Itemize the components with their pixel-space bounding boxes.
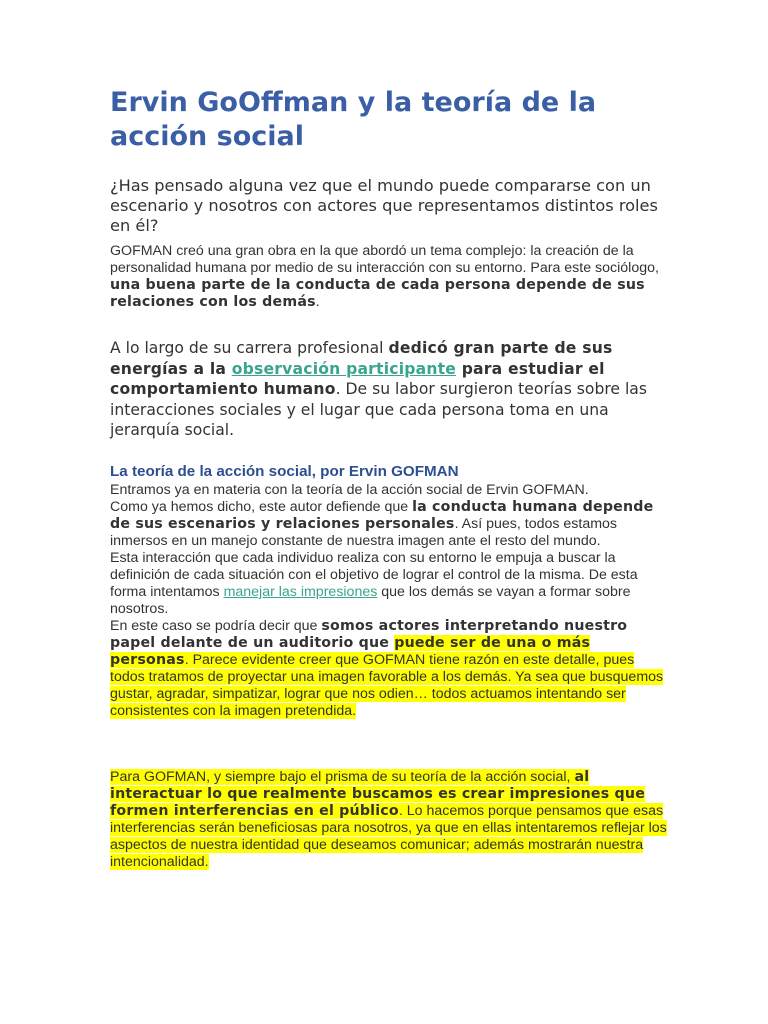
p3-highlight-text: . Parece evidente creer que GOFMAN tiene razón en este detalle, pues todos tratamos de proyectar una imagen favorable a los demás. Ya sea que busquemos gustar, agradar, simpatizar, lograr que nos odien… todos actuamos intentando ser consistentes con la imagen pretendida.: [110, 652, 664, 719]
p4-text-a: Para GOFMAN, y siempre bajo el prisma de su teoría de la acción social,: [110, 769, 575, 785]
p3-text-e: En este caso se podría decir que: [110, 618, 322, 634]
p4-bold: al interactuar lo que realmente buscamos es crear impresiones que formen interferencias en el público: [110, 769, 646, 819]
p3-sentence-impressions: [110, 550, 670, 618]
paragraph-career: [110, 338, 670, 441]
p2-bold-b: para estudiar el comportamiento humano: [110, 359, 605, 398]
p3-sentence-actors: [110, 618, 670, 720]
paragraph-social-action-theory: [110, 482, 670, 720]
manejar-impresiones-link[interactable]: manejar las impresiones: [223, 584, 378, 600]
p3-text-b: . Así pues, todos estamos inmersos en un manejo constante de nuestra imagen ante el resto del mundo.: [110, 516, 618, 549]
p2-bold-a: dedicó gran parte de sus energías a la: [110, 339, 613, 378]
page-title: Ervin GoOffman y la teoría de la acción social: [110, 87, 597, 152]
p3-line1: Entramos ya en materia con la teoría de la acción social de Ervin GOFMAN.: [110, 482, 589, 498]
p3-sentence-conduct: [110, 499, 670, 550]
paragraph-interferences: [110, 769, 670, 871]
p3-text-a: Como ya hemos dicho, este autor defiende que: [110, 499, 413, 515]
p2-text-b: . De su labor surgieron teorías sobre las interacciones sociales y el lugar que cada persona toma en una jerarquía social.: [110, 380, 647, 439]
p1-text-b: .: [315, 294, 320, 310]
p3-bold-a: la conducta humana depende de sus escenarios y relaciones personales: [110, 499, 654, 532]
paragraph-gofman-work: [110, 243, 670, 311]
p3-bold-b: somos actores interpretando nuestro papel delante de un auditorio que: [110, 618, 628, 651]
p3-text-c: Esta interacción que cada individuo realiza con su entorno le empuja a buscar la definición de cada situación con el objetivo de lograr el control de la misma. De esta forma intentamos: [110, 550, 638, 600]
p2-text-a: A lo largo de su carrera profesional: [110, 339, 389, 357]
intro-question: ¿Has pensado alguna vez que el mundo puede compararse con un escenario y nosotros con actores que representamos distintos roles en él?: [110, 176, 658, 235]
observacion-participante-link[interactable]: observación participante: [231, 359, 457, 378]
section-subtitle: La teoría de la acción social, por Ervin GOFMAN: [110, 463, 459, 480]
p1-bold: una buena parte de la conducta de cada persona depende de sus relaciones con los demás: [110, 277, 645, 310]
p1-text-a: GOFMAN creó una gran obra en la que abordó un tema complejo: la creación de la personalidad humana por medio de su interacción con su entorno. Para este sociólogo,: [110, 243, 659, 276]
p3-text-d: que los demás se vayan a formar sobre nosotros.: [110, 584, 631, 617]
p4-text-b: . Lo hacemos porque pensamos que esas interferencias serán beneficiosas para nosotros, ya que en ellas intentaremos reflejar los aspectos de nuestra identidad que deseamos comunicar; además mostrarán nuestra intencionalidad.: [110, 803, 667, 870]
p3-highlight-bold: puede ser de una o más personas: [110, 635, 591, 668]
